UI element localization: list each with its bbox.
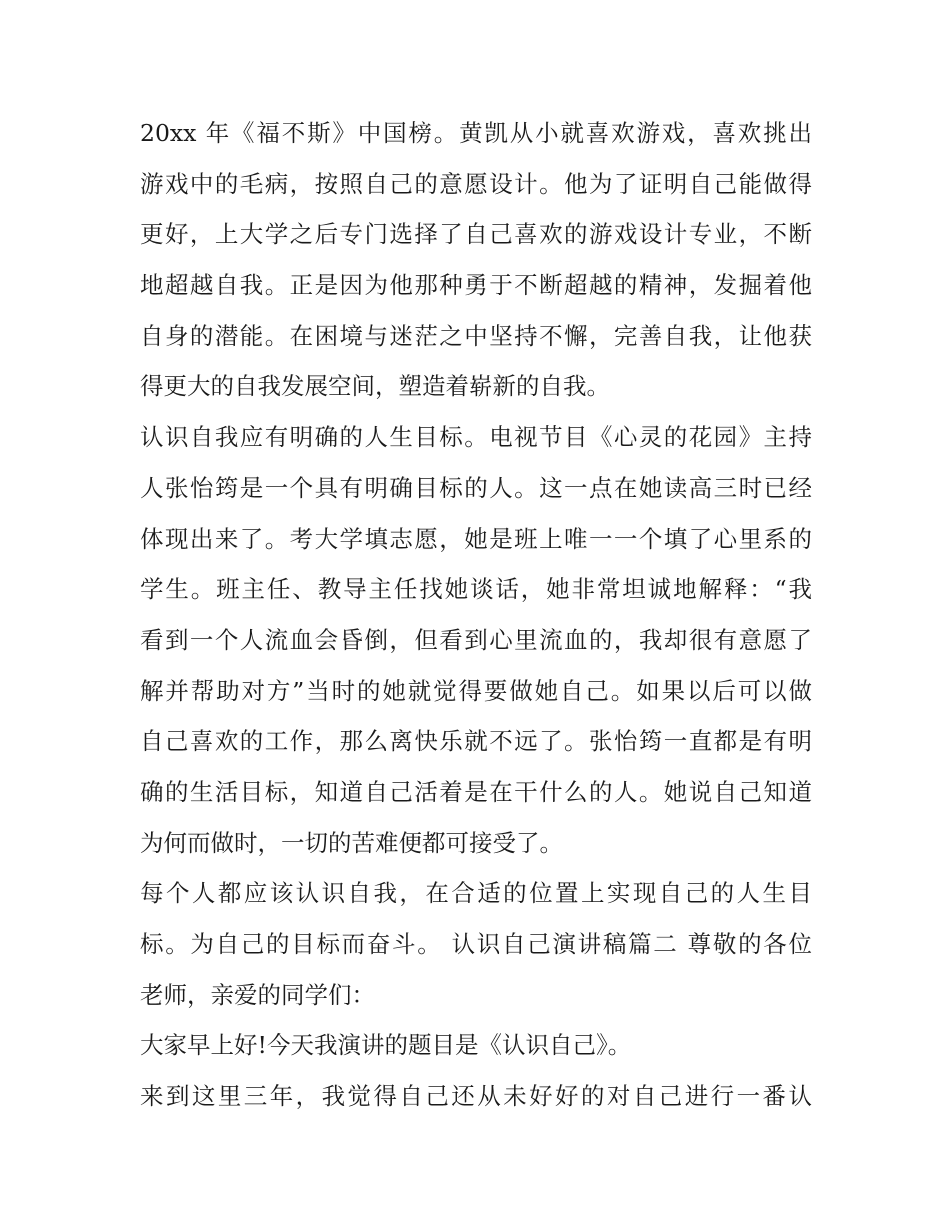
text-line: 地超越自我。正是因为他那种勇于不断超越的精神，发掘着他	[140, 271, 812, 300]
text-line: 更好，上大学之后专门选择了自己喜欢的游戏设计专业，不断	[140, 220, 812, 249]
text-line: 确的生活目标，知道自己活着是在干什么的人。她说自己知道	[140, 777, 812, 806]
text-line: 20xx 年《福不斯》中国榜。黄凯从小就喜欢游戏，喜欢挑出	[140, 119, 812, 147]
text-line: 游戏中的毛病，按照自己的意愿设计。他为了证明自己能做得	[140, 169, 812, 198]
text-line: 解并帮助对方”当时的她就觉得要做她自己。如果以后可以做	[140, 676, 812, 705]
text-line: 为何而做时，一切的苦难便都可接受了。	[140, 828, 563, 857]
text-line: 体现出来了。考大学填志愿，她是班上唯一一个填了心里系的	[140, 524, 812, 553]
text-line: 标。为自己的目标而奋斗。 认识自己演讲稿篇二 尊敬的各位	[140, 930, 812, 958]
text-line: 自己喜欢的工作，那么离快乐就不远了。张怡筠一直都是有明	[140, 727, 812, 756]
text-line: 来到这里三年，我觉得自己还从未好好的对自己进行一番认	[140, 1082, 812, 1111]
text-line: 人张怡筠是一个具有明确目标的人。这一点在她读高三时已经	[140, 473, 812, 502]
text-line: 每个人都应该认识自我，在合适的位置上实现自己的人生目	[140, 879, 812, 908]
text-line: 学生。班主任、教导主任找她谈话，她非常坦诚地解释：“我	[140, 575, 812, 604]
text-line: 认识自我应有明确的人生目标。电视节目《心灵的花园》主持	[140, 423, 812, 452]
text-line: 得更大的自我发展空间，塑造着崭新的自我。	[140, 372, 610, 401]
text-line: 自身的潜能。在困境与迷茫之中坚持不懈，完善自我，让他获	[140, 321, 812, 350]
text-line: 看到一个人流血会昏倒，但看到心里流血的，我却很有意愿了	[140, 625, 812, 654]
document-body	[140, 108, 812, 1122]
text-line: 老师，亲爱的同学们：	[140, 980, 375, 1009]
text-line: 大家早上好!今天我演讲的题目是《认识自己》。	[140, 1031, 632, 1060]
